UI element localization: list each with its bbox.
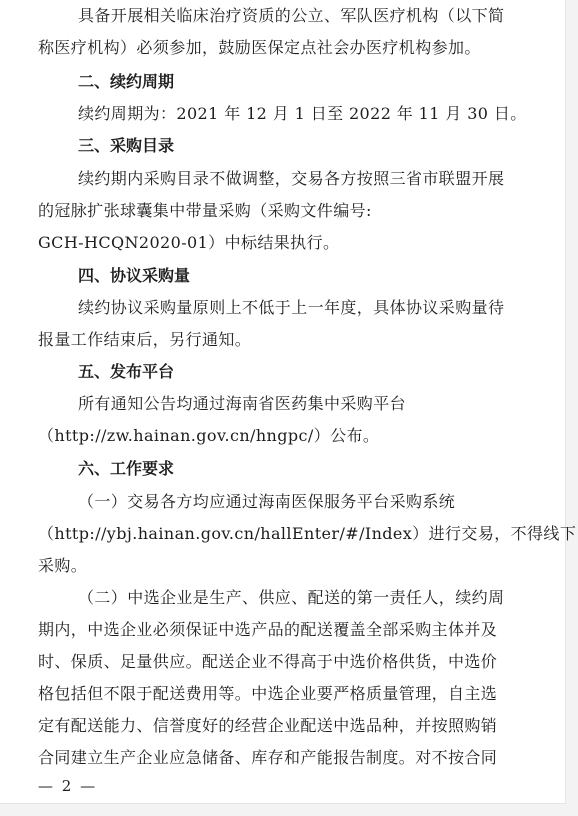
section-heading-work-requirements: 六、工作要求 [78, 459, 175, 478]
paragraph-line: 续约周期为：2021 年 12 月 1 日至 2022 年 11 月 30 日。 [78, 104, 527, 123]
paragraph-line: 称医疗机构）必须参加，鼓励医保定点社会办医疗机构参加。 [38, 38, 481, 57]
paragraph-line: 续约协议采购量原则上不低于上一年度，具体协议采购量待 [78, 298, 505, 317]
paragraph-line: 合同建立生产企业应急储备、库存和产能报告制度。对不按合同 [38, 748, 498, 767]
paragraph-line: 期内，中选企业必须保证中选产品的配送覆盖全部采购主体并及 [38, 620, 498, 639]
section-heading-agreement-volume: 四、协议采购量 [78, 266, 191, 285]
paragraph-line: 采购。 [38, 556, 88, 575]
paragraph-line: （http://ybj.hainan.gov.cn/hallEnter/#/Index）进行交易，不得线下 [38, 524, 577, 543]
paragraph-line: 所有通知公告均通过海南省医药集中采购平台 [78, 394, 407, 413]
paragraph-line: 续约期内采购目录不做调整，交易各方按照三省市联盟开展 [78, 169, 505, 188]
paragraph-line: （http://zw.hainan.gov.cn/hngpc/）公布。 [38, 426, 380, 445]
paragraph-line: 报量工作结束后，另行通知。 [38, 330, 252, 349]
section-heading-publishing-platform: 五、发布平台 [78, 362, 175, 381]
section-heading-procurement-catalog: 三、采购目录 [78, 136, 175, 155]
paragraph-line: 的冠脉扩张球囊集中带量采购（采购文件编号: [38, 201, 372, 220]
paragraph-line: 具备开展相关临床治疗资质的公立、军队医疗机构（以下简 [78, 6, 505, 25]
paragraph-line: GCH-HCQN2020-01）中标结果执行。 [38, 233, 340, 252]
paragraph-line: 定有配送能力、信誉度好的经营企业配送中选品种，并按照购销 [38, 716, 498, 735]
paragraph-line: 时、保质、足量供应。配送企业不得高于中选价格供货，中选价 [38, 652, 498, 671]
page-number: — 2 — [38, 777, 98, 795]
paragraph-line: 格包括但不限于配送费用等。中选企业要严格质量管理，自主选 [38, 684, 498, 703]
section-heading-renewal-period: 二、续约周期 [78, 72, 175, 91]
paragraph-line: （一）交易各方均应通过海南医保服务平台采购系统 [78, 492, 456, 511]
paragraph-line: （二）中选企业是生产、供应、配送的第一责任人，续约周 [78, 588, 505, 607]
